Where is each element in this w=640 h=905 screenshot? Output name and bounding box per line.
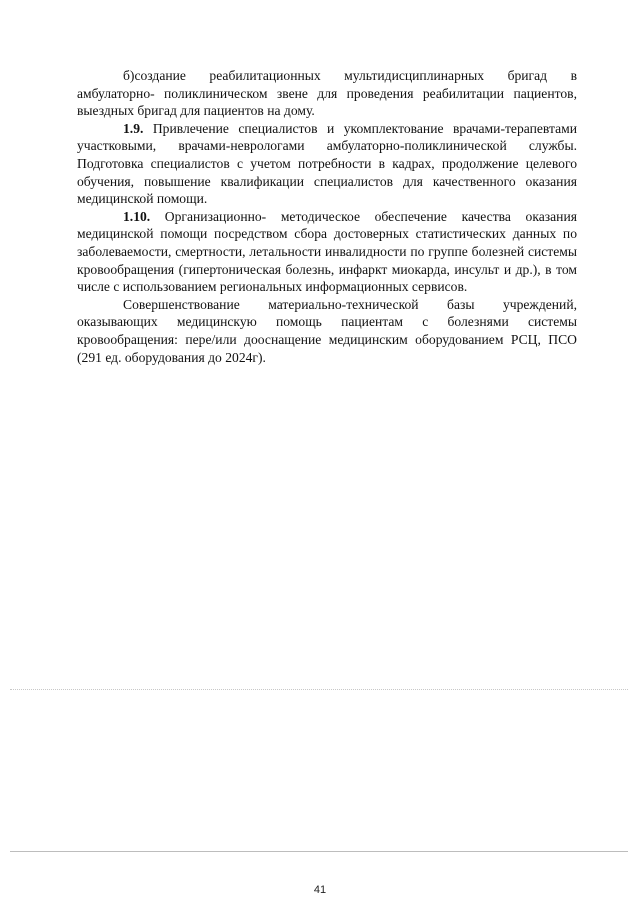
paragraph-1-10 xyxy=(77,208,577,296)
paragraph-number: 1.9. xyxy=(123,120,144,136)
document-body xyxy=(77,67,577,366)
paragraph-text: Совершенствование материально-технической базы учреждений, оказывающих медицинскую помощь пациентам с болезнями системы кровообращения: пере/или дооснащение медицинским оборудованием РСЦ, ПСО (291 ед. оборудования до 2024г). xyxy=(77,296,577,365)
paragraph-1-9 xyxy=(77,120,577,208)
paragraph-equipment xyxy=(77,296,577,366)
paragraph-text: Привлечение специалистов и укомплектование врачами-терапевтами участковыми, врачами-неврологами амбулаторно-поликлинической службы. Подготовка специалистов с учетом потребности в кадрах, продолжение целевого обучения, повышение квалификации специалистов для качественного оказания медицинской помощи. xyxy=(77,120,577,207)
paragraph-number: 1.10. xyxy=(123,208,151,224)
paragraph-text: Организационно- методическое обеспечение качества оказания медицинской помощи посредством сбора достоверных статистических данных по заболеваемости, смертности, летальности инвалидности по группе болезней системы кровообращения (гипертоническая болезнь, инфаркт миокарда, инсульт и др.), в том числе с использованием региональных информационных сервисов. xyxy=(77,208,577,295)
paragraph-text: б)создание реабилитационных мультидисциплинарных бригад в амбулаторно- поликлиническом звене для проведения реабилитации пациентов, выездных бригад для пациентов на дому. xyxy=(77,68,577,119)
scan-artifact-line xyxy=(10,689,628,690)
paragraph-rehab-brigades xyxy=(77,67,577,120)
page-number: 41 xyxy=(313,884,327,896)
footer-divider xyxy=(10,851,628,852)
